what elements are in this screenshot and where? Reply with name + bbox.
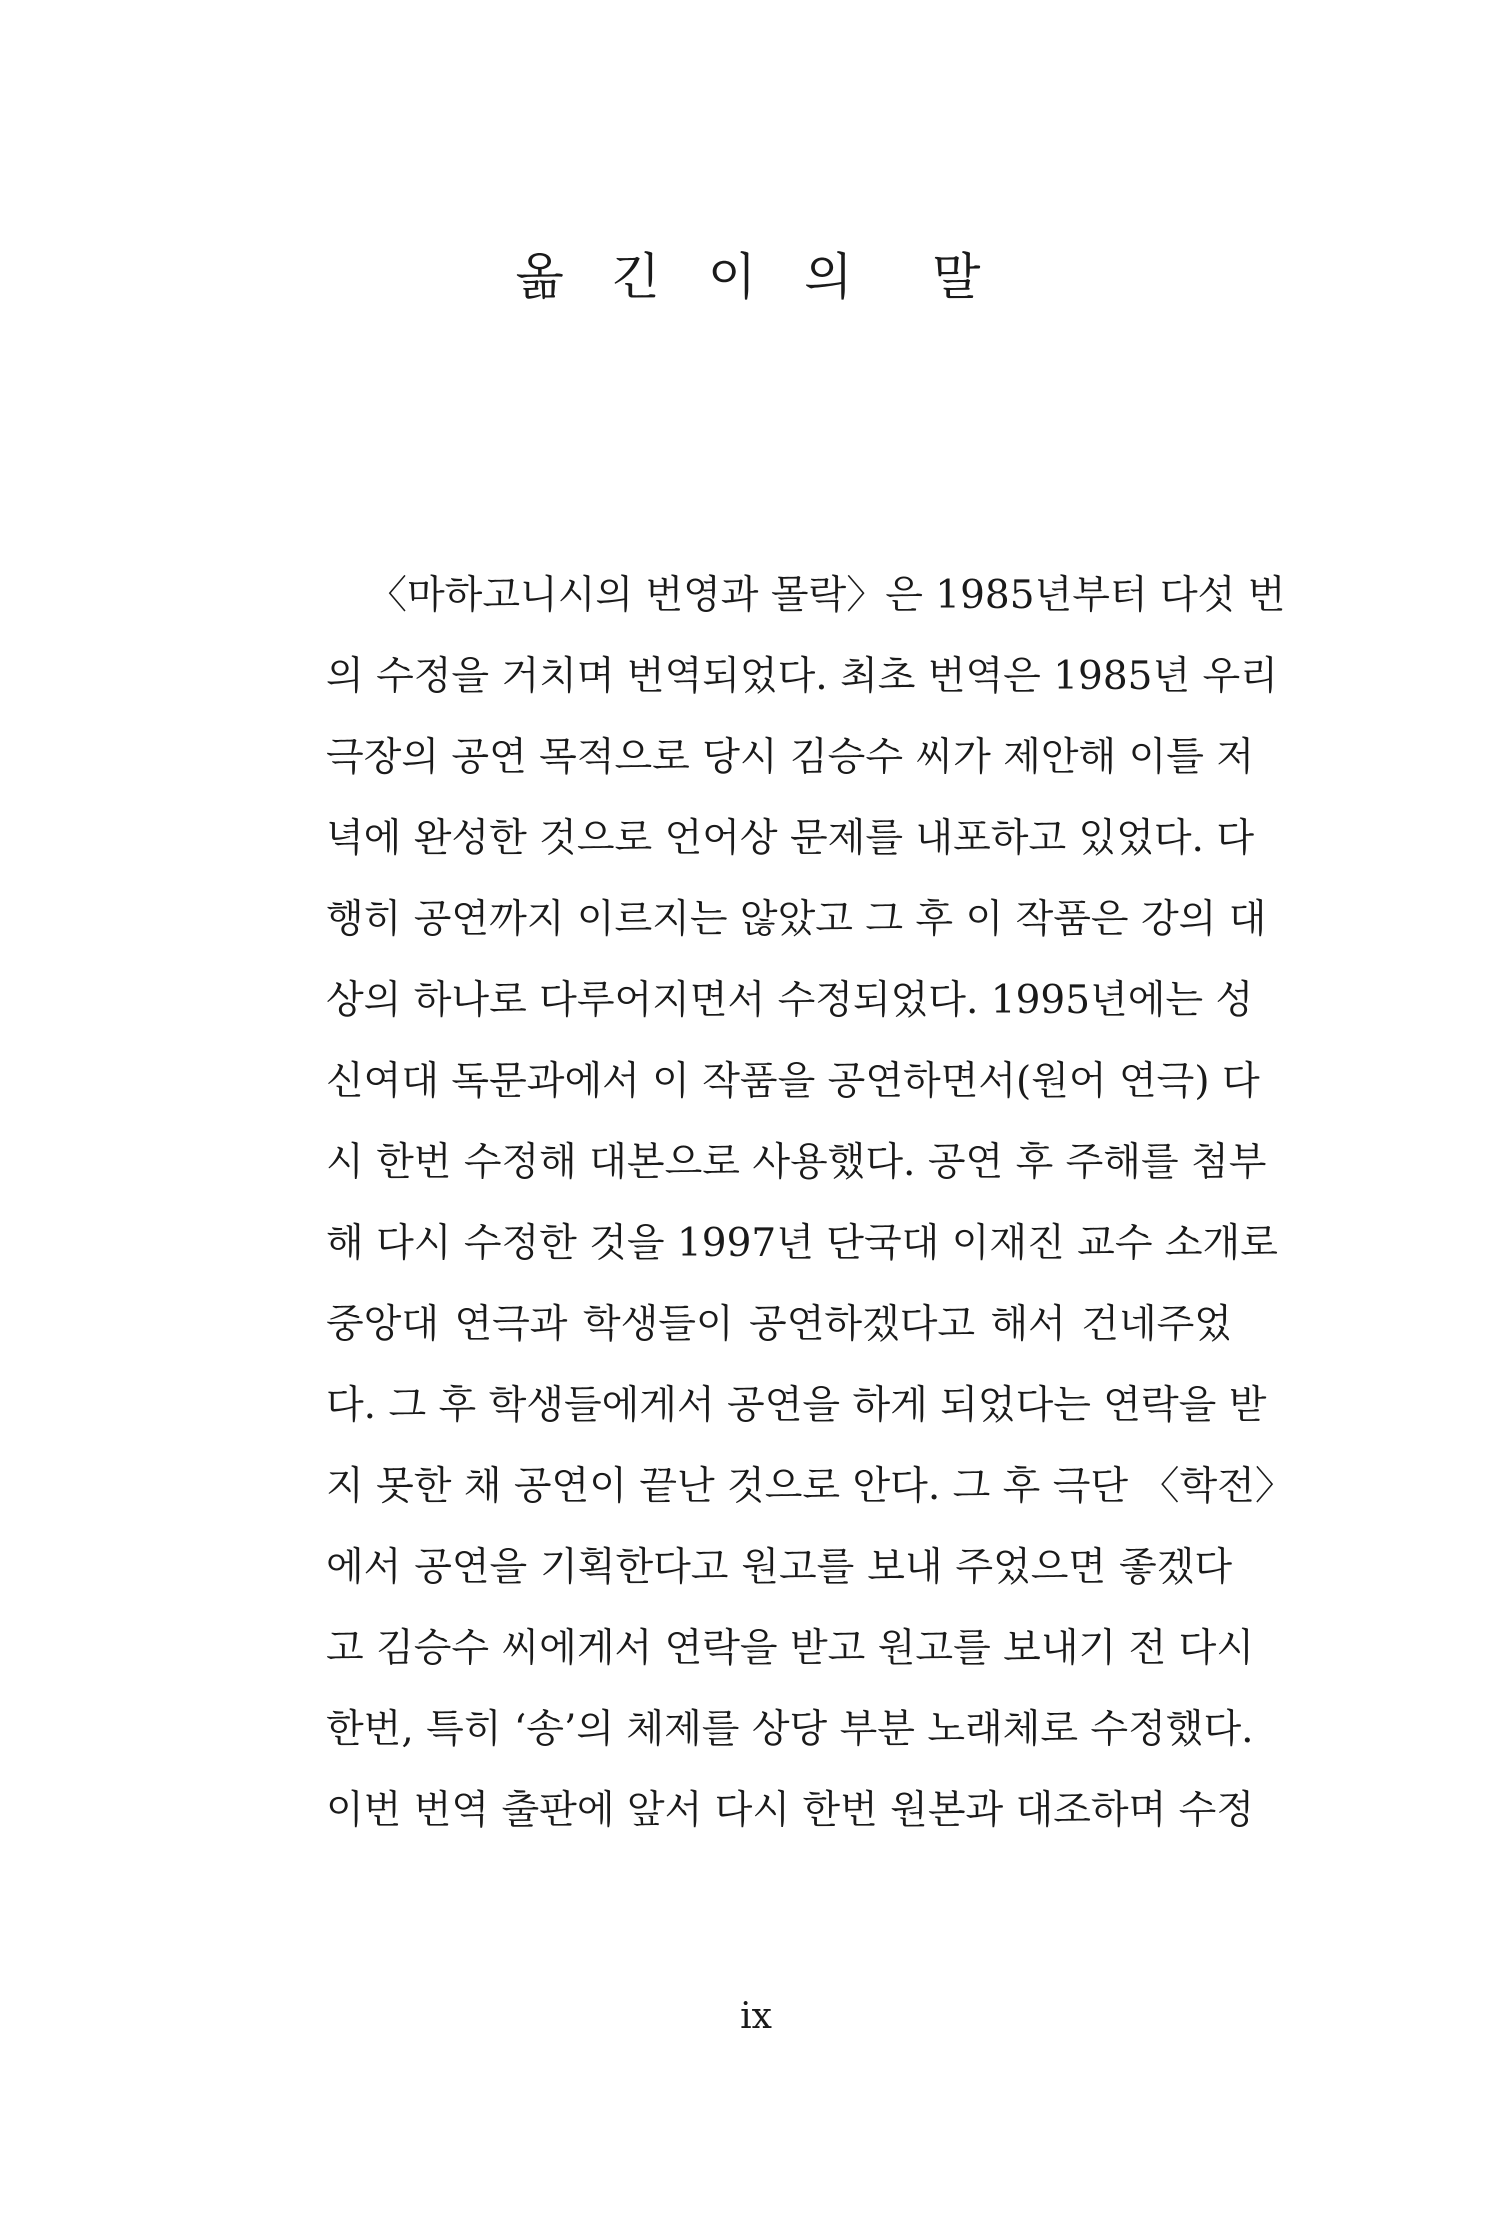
text-line: 고 김승수 씨에게서 연락을 받고 원고를 보내기 전 다시	[326, 1626, 1255, 1671]
text-line: 한번, 특히 ‘송’의 체제를 상당 부분 노래체로 수정했다.	[326, 1707, 1254, 1752]
text-line: 녁에 완성한 것으로 언어상 문제를 내포하고 있었다. 다	[326, 816, 1255, 861]
text-line: 의 수정을 거치며 번역되었다. 최초 번역은 1985년 우리	[326, 654, 1278, 699]
text-line: 지 못한 채 공연이 끝난 것으로 안다. 그 후 극단 〈학전〉	[326, 1464, 1294, 1509]
text-line: 〈마하고니시의 번영과 몰락〉은 1985년부터 다섯 번	[368, 573, 1286, 618]
page-number: ix	[740, 1996, 772, 2037]
text-line: 해 다시 수정한 것을 1997년 단국대 이재진 교수 소개로	[326, 1221, 1278, 1266]
text-line: 시 한번 수정해 대본으로 사용했다. 공연 후 주해를 첨부	[326, 1140, 1267, 1185]
text-line: 중앙대 연극과 학생들이 공연하겠다고 해서 건네주었	[326, 1302, 1232, 1347]
body-paragraph	[326, 555, 1294, 1851]
text-line: 에서 공연을 기획한다고 원고를 보내 주었으면 좋겠다	[326, 1545, 1232, 1590]
text-line: 극장의 공연 목적으로 당시 김승수 씨가 제안해 이틀 저	[326, 735, 1255, 780]
text-line: 신여대 독문과에서 이 작품을 공연하면서(원어 연극) 다	[326, 1059, 1260, 1104]
text-line: 행히 공연까지 이르지는 않았고 그 후 이 작품은 강의 대	[326, 897, 1267, 942]
page-title: 옮 긴 이 의 말	[515, 248, 997, 306]
text-line: 이번 번역 출판에 앞서 다시 한번 원본과 대조하며 수정	[326, 1788, 1255, 1833]
text-line: 상의 하나로 다루어지면서 수정되었다. 1995년에는 성	[326, 978, 1254, 1023]
text-line: 다. 그 후 학생들에게서 공연을 하게 되었다는 연락을 받	[326, 1383, 1267, 1428]
